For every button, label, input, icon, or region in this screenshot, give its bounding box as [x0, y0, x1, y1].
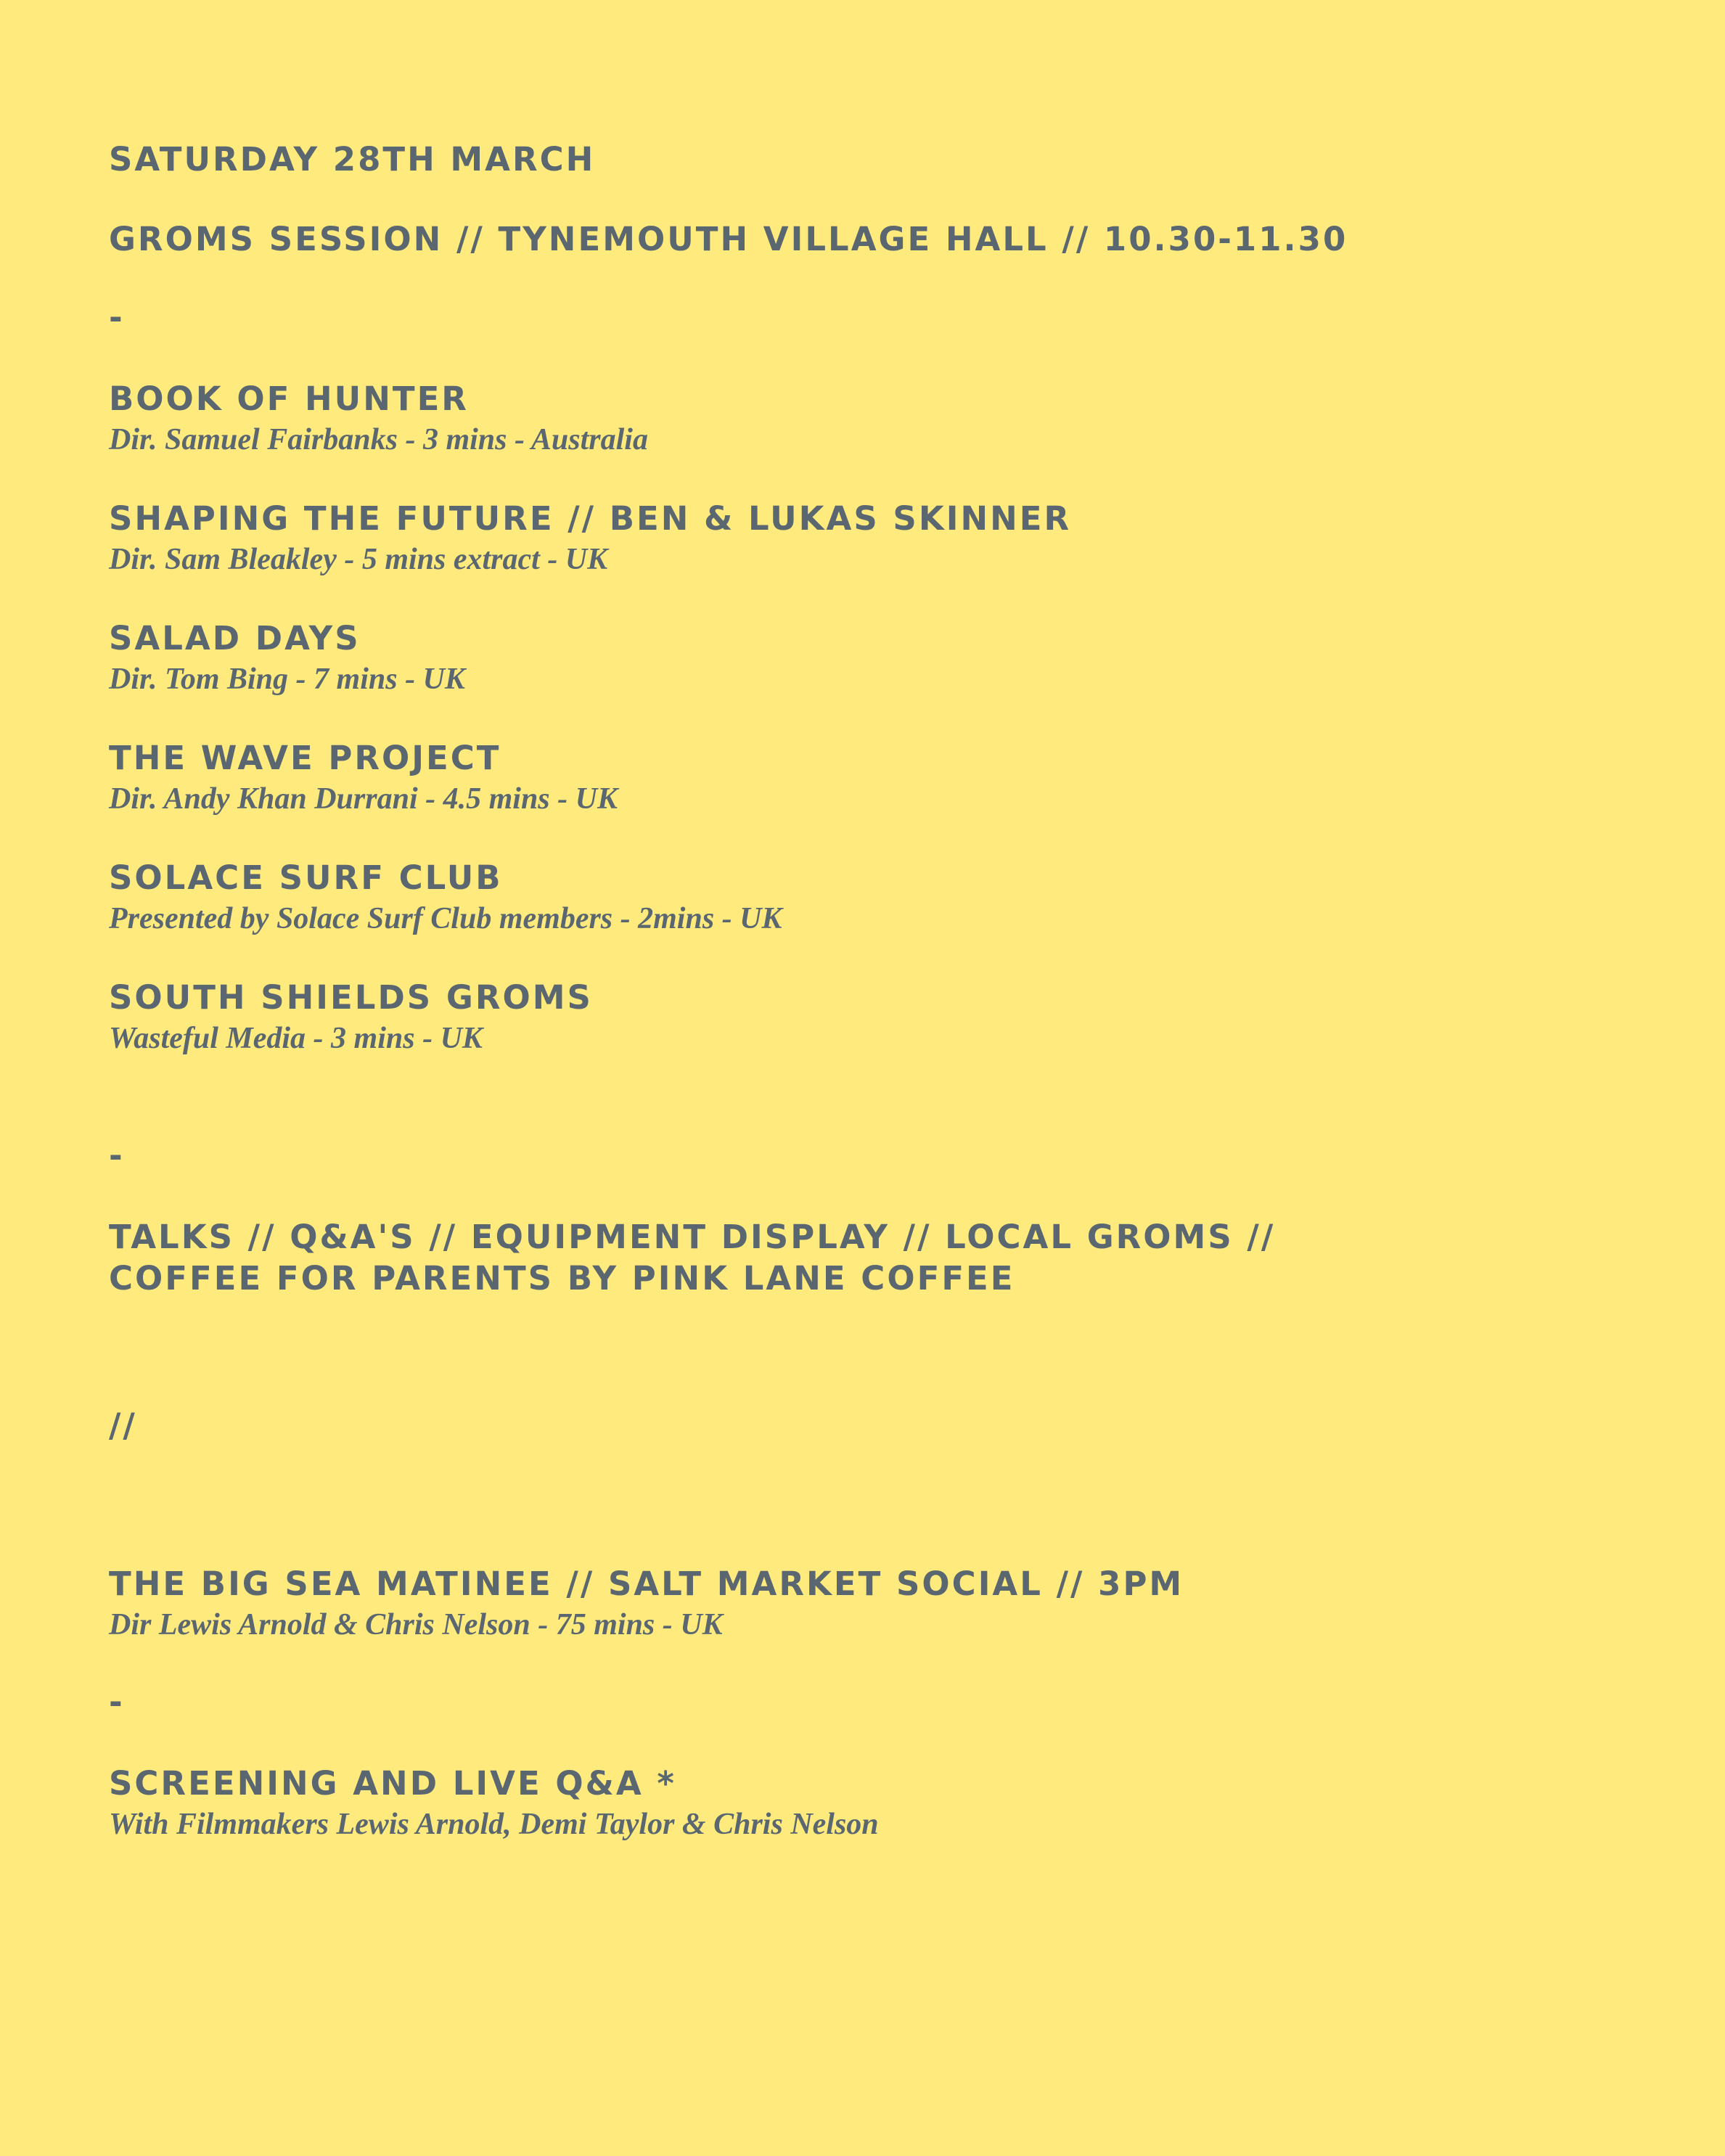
- film-title: SOUTH SHIELDS GROMS: [109, 978, 593, 1017]
- film-title: SHAPING THE FUTURE // BEN & LUKAS SKINNER: [109, 499, 1072, 538]
- dash-divider: -: [109, 1683, 125, 1721]
- date-heading: SATURDAY 28TH MARCH: [109, 140, 596, 179]
- film-credit: Presented by Solace Surf Club members - 2mins - UK: [109, 902, 782, 935]
- extras-line: COFFEE FOR PARENTS BY PINK LANE COFFEE: [109, 1259, 1015, 1298]
- qa-credit: With Filmmakers Lewis Arnold, Demi Taylor & Chris Nelson: [109, 1808, 879, 1841]
- dash-divider: -: [109, 1136, 125, 1175]
- section-separator: //: [109, 1406, 137, 1445]
- film-title: SALAD DAYS: [109, 619, 361, 657]
- film-credit: Dir. Andy Khan Durrani - 4.5 mins - UK: [109, 782, 618, 816]
- film-credit: Dir. Tom Bing - 7 mins - UK: [109, 663, 465, 696]
- qa-heading: SCREENING AND LIVE Q&A *: [109, 1764, 676, 1803]
- film-title: SOLACE SURF CLUB: [109, 858, 503, 897]
- groms-session-heading: GROMS SESSION // TYNEMOUTH VILLAGE HALL // 10.30-11.30: [109, 220, 1348, 258]
- dash-divider: -: [109, 298, 125, 337]
- film-credit: Wasteful Media - 3 mins - UK: [109, 1022, 483, 1055]
- film-title: BOOK OF HUNTER: [109, 380, 469, 418]
- matinee-credit: Dir Lewis Arnold & Chris Nelson - 75 mins - UK: [109, 1608, 723, 1641]
- film-credit: Dir. Samuel Fairbanks - 3 mins - Australia: [109, 423, 648, 456]
- film-credit: Dir. Sam Bleakley - 5 mins extract - UK: [109, 543, 608, 576]
- extras-line: TALKS // Q&A'S // EQUIPMENT DISPLAY // LOCAL GROMS //: [109, 1218, 1276, 1256]
- matinee-heading: THE BIG SEA MATINEE // SALT MARKET SOCIAL // 3PM: [109, 1565, 1184, 1603]
- film-title: THE WAVE PROJECT: [109, 739, 501, 777]
